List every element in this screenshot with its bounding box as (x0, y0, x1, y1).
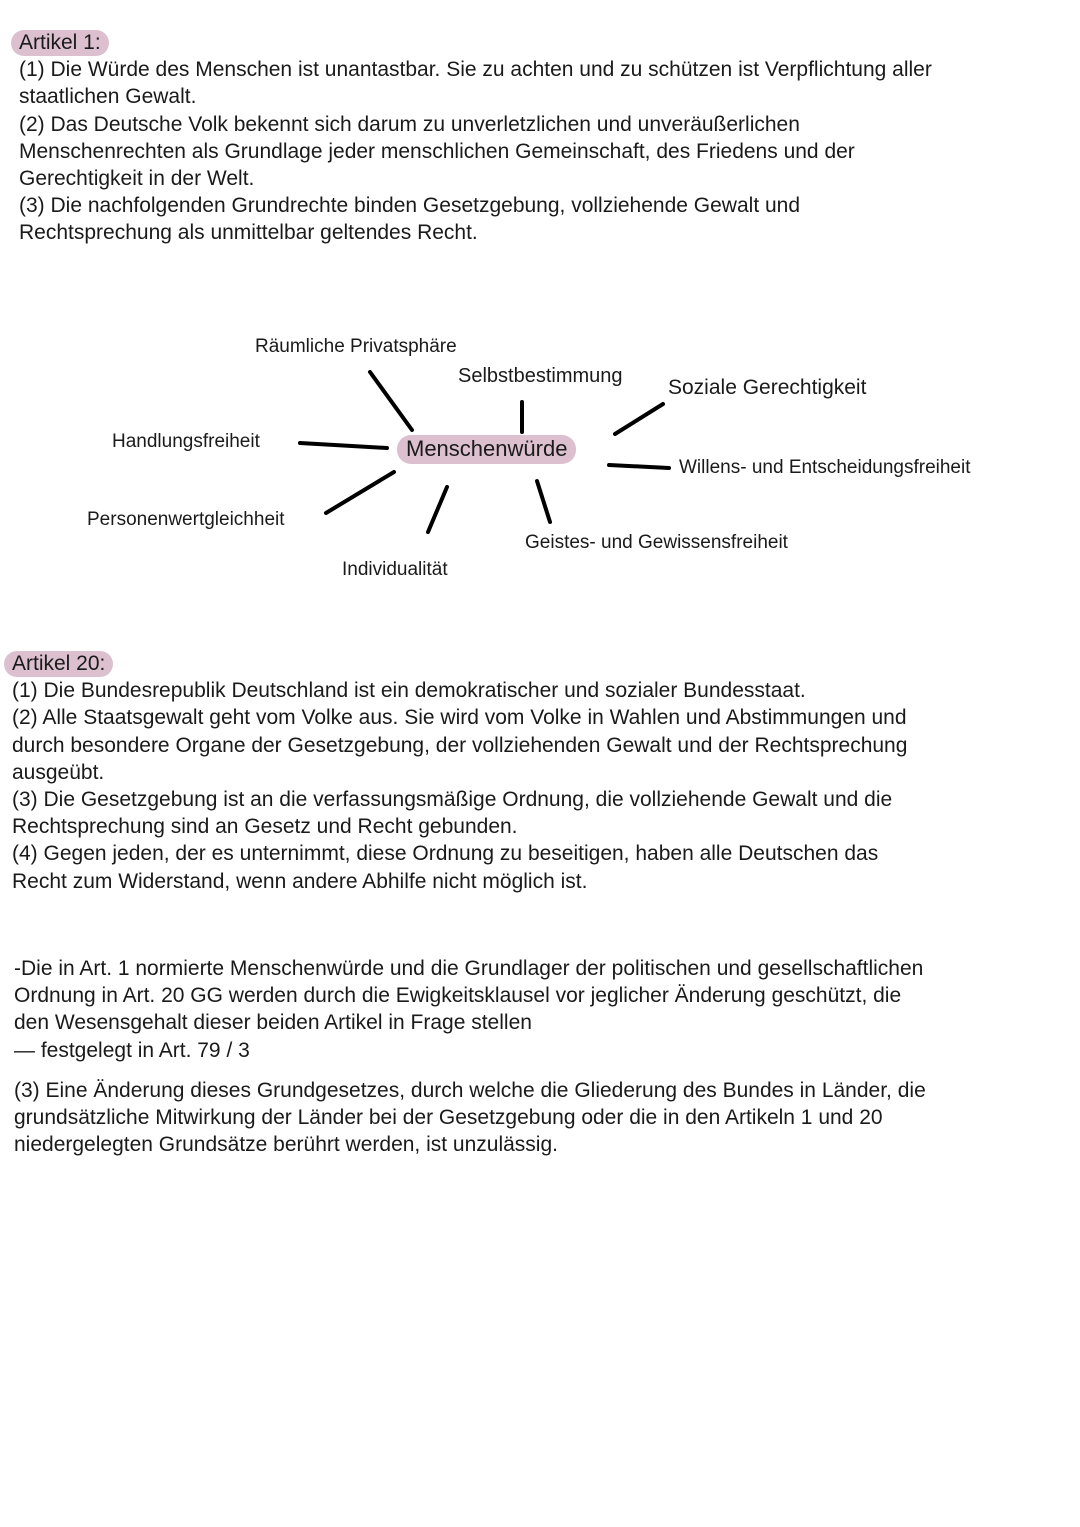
mindmap-center: Menschenwürde (397, 435, 576, 464)
artikel-20-section (12, 650, 907, 895)
branch-label: Soziale Gerechtigkeit (668, 376, 867, 399)
text-line: niedergelegten Grundsätze berührt werden, ist unzulässig. (14, 1133, 558, 1157)
text-line: (1) Die Würde des Menschen ist unantastbar. Sie zu achten und zu schützen ist Verpflichtung aller (19, 58, 932, 82)
branch-label: Räumliche Privatsphäre (255, 336, 457, 357)
connector-line (615, 404, 663, 434)
branch-label: Personenwertgleichheit (87, 509, 285, 530)
text-line: (3) Eine Änderung dieses Grundgesetzes, durch welche die Gliederung des Bundes in Länder, die (14, 1079, 926, 1102)
connector-line (370, 372, 412, 430)
branch-label: Selbstbestimmung (458, 365, 623, 387)
artikel-20-heading: Artikel 20: (4, 651, 113, 677)
text-line: durch besondere Organe der Gesetzgebung, der vollziehenden Gewalt und der Rechtsprechung (12, 733, 908, 757)
branch-label: Individualität (342, 559, 448, 580)
text-line: (4) Gegen jeden, der es unternimmt, diese Ordnung zu beseitigen, haben alle Deutschen das (12, 842, 879, 866)
text-line: Rechtsprechung sind an Gesetz und Recht gebunden. (12, 815, 518, 839)
text-line: Ordnung in Art. 20 GG werden durch die Ewigkeitsklausel vor jeglicher Änderung geschützt, die (14, 984, 902, 1008)
connector-line (428, 487, 447, 532)
connector-line (537, 481, 550, 522)
text-line: (3) Die Gesetzgebung ist an die verfassungsmäßige Ordnung, die vollziehende Gewalt und die (12, 788, 893, 812)
artikel-79-section (14, 1077, 926, 1159)
branch-label: Handlungsfreiheit (112, 431, 260, 452)
text-line: Rechtsprechung als unmittelbar geltendes Recht. (19, 221, 478, 245)
text-line: Menschenrechten als Grundlage jeder menschlichen Gemeinschaft, des Friedens und der (19, 139, 855, 163)
text-line: Gerechtigkeit in der Welt. (19, 167, 255, 191)
text-line: (1) Die Bundesrepublik Deutschland ist ein demokratischer und sozialer Bundesstaat. (12, 679, 806, 703)
connector-line (326, 472, 394, 513)
branch-label: Willens- und Entscheidungsfreiheit (679, 457, 971, 478)
text-line: -Die in Art. 1 normierte Menschenwürde und die Grundlager der politischen und gesellschaftlichen (14, 957, 924, 980)
connector-line (300, 443, 387, 448)
artikel-1-heading: Artikel 1: (11, 30, 109, 56)
text-line: grundsätzliche Mitwirkung der Länder bei der Gesetzgebung oder die in den Artikeln 1 und 20 (14, 1106, 883, 1130)
text-line: Recht zum Widerstand, wenn andere Abhilfe nicht möglich ist. (12, 869, 588, 893)
text-line: (2) Alle Staatsgewalt geht vom Volke aus. Sie wird vom Volke in Wahlen und Abstimmungen und (12, 706, 907, 730)
text-line: ausgeübt. (12, 760, 105, 784)
text-line: staatlichen Gewalt. (19, 85, 197, 109)
text-line: (3) Die nachfolgenden Grundrechte binden Gesetzgebung, vollziehende Gewalt und (19, 194, 801, 218)
note-section (14, 955, 923, 1064)
branch-label: Geistes- und Gewissensfreiheit (525, 532, 788, 553)
text-line: (2) Das Deutsche Volk bekennt sich darum zu unverletzlichen und unveräußerlichen (19, 112, 800, 136)
connector-line (609, 465, 669, 468)
text-line: den Wesensgehalt dieser beiden Artikel in Frage stellen (14, 1011, 532, 1035)
text-line: — festgelegt in Art. 79 / 3 (14, 1038, 250, 1062)
